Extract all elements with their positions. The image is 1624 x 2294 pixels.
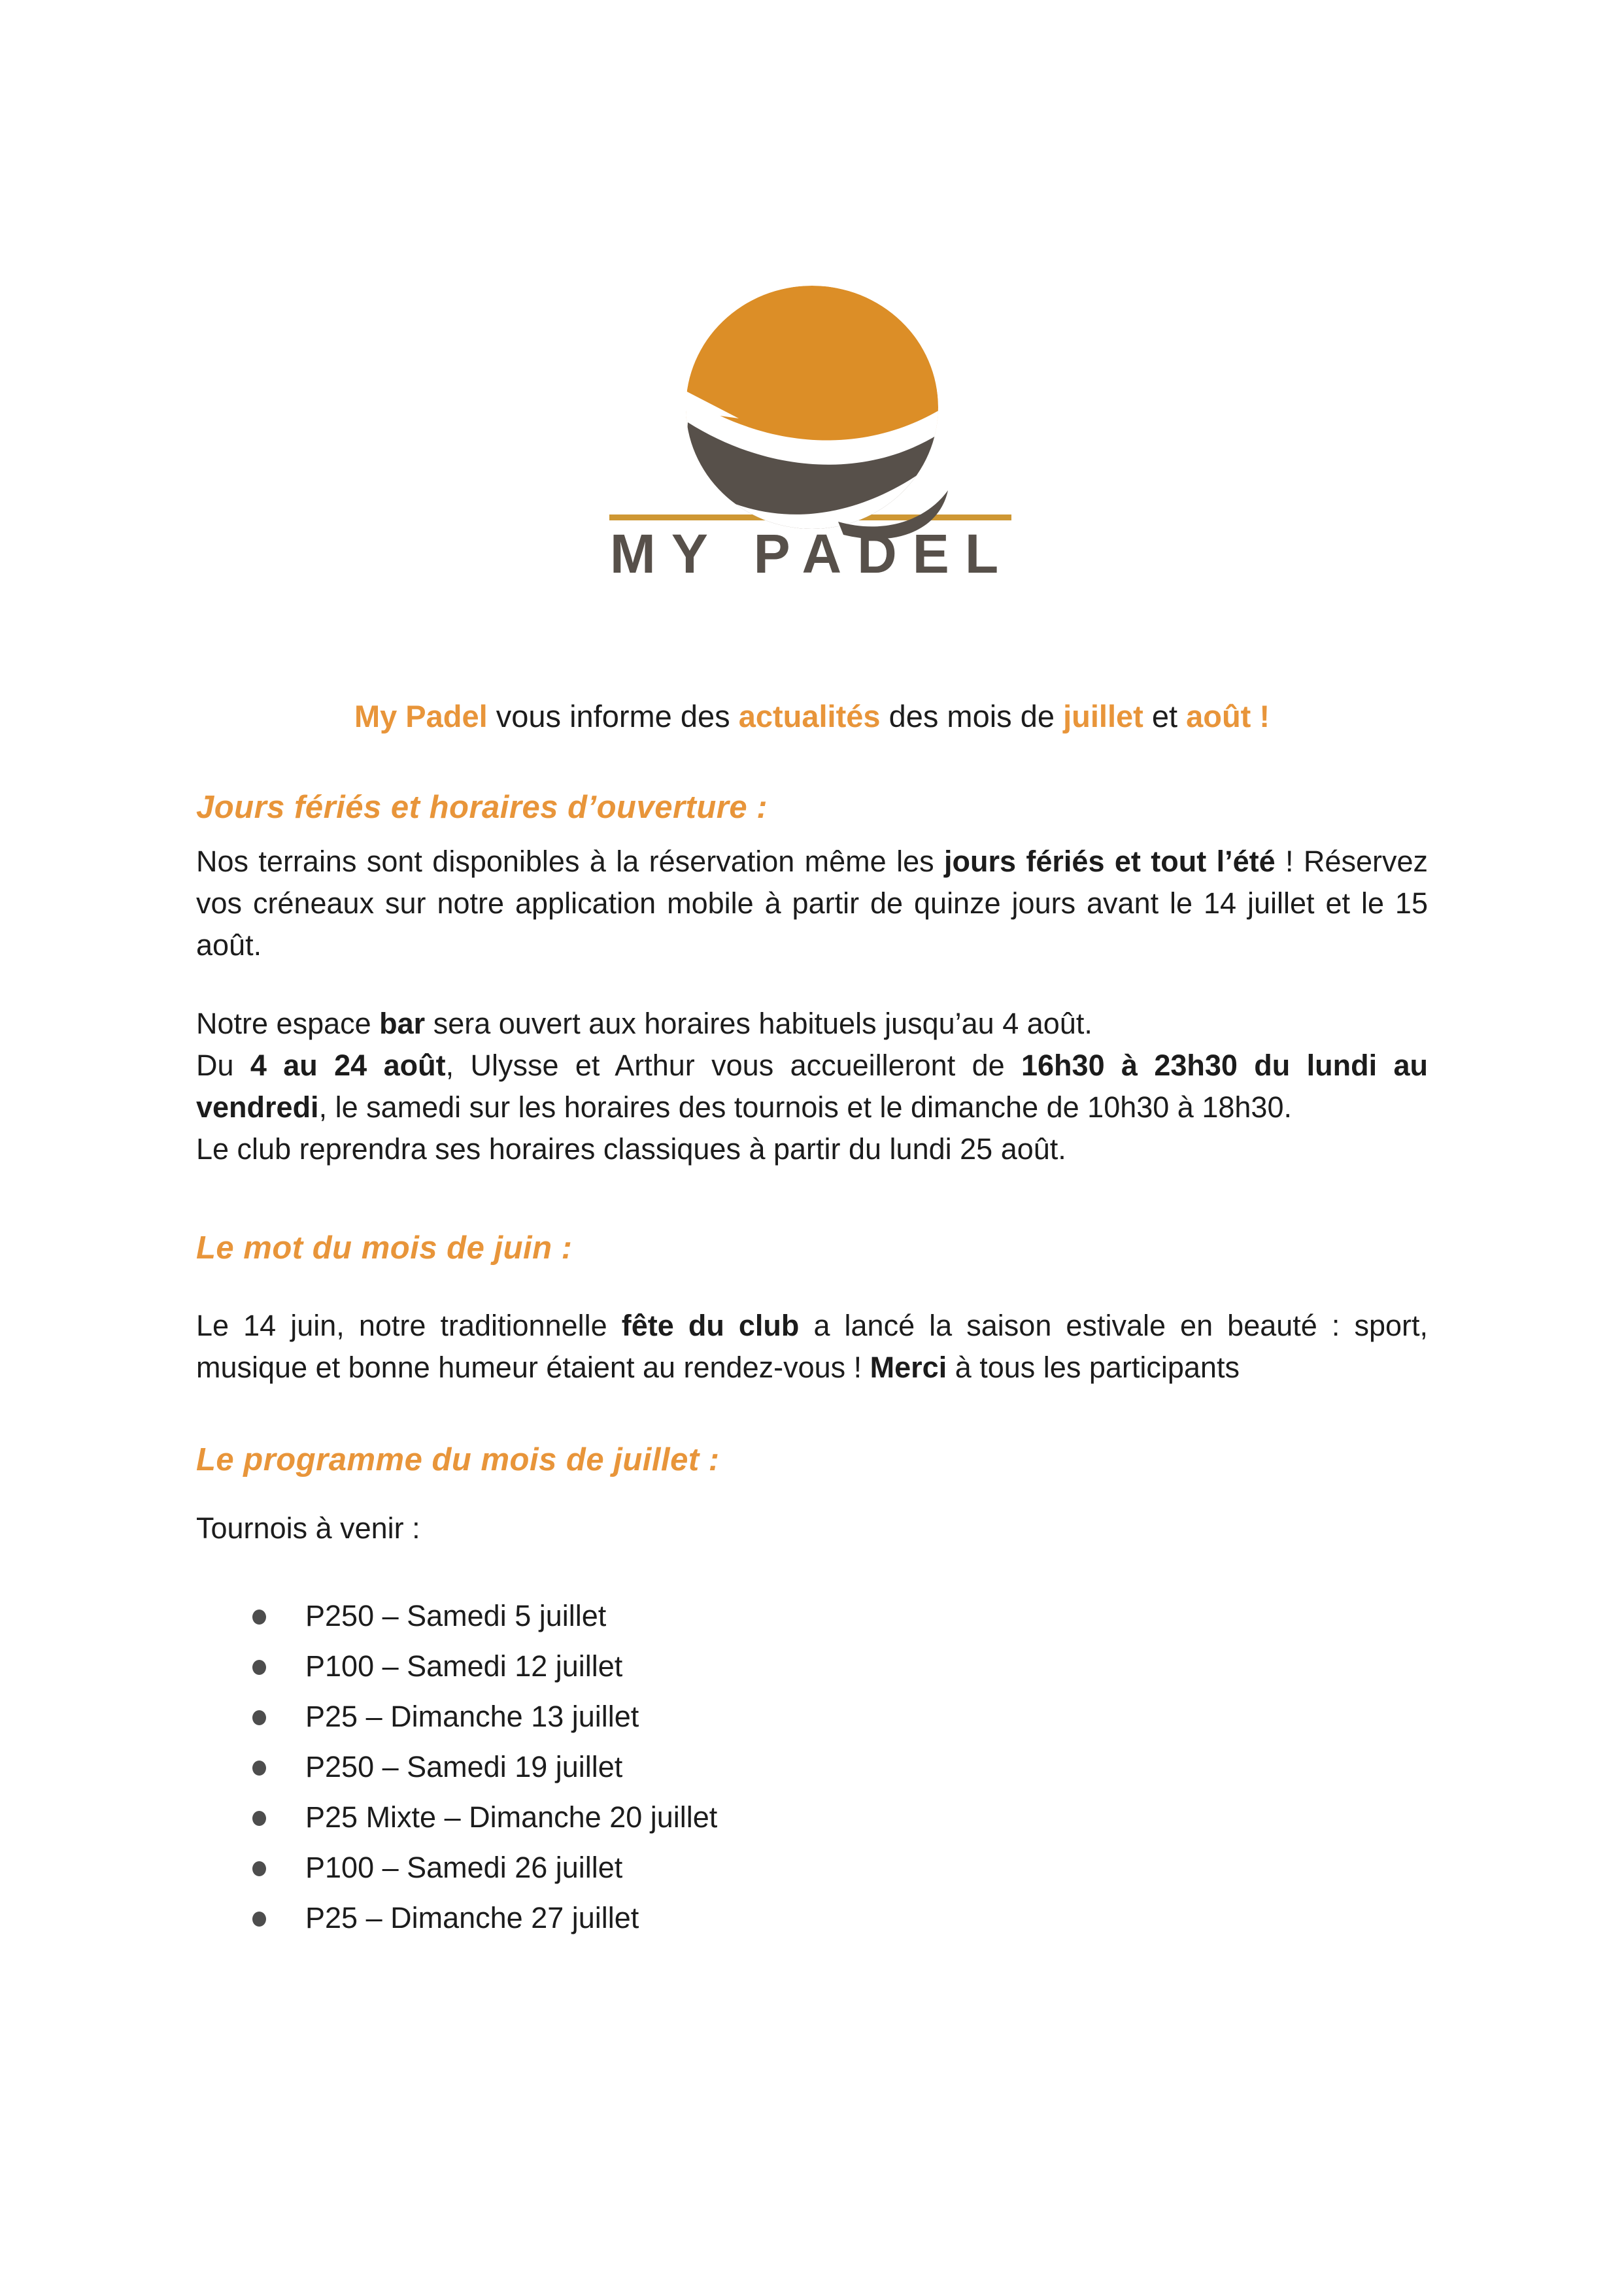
bullet-icon xyxy=(252,1660,266,1675)
intro-line: My Padel vous informe des actualités des mois de juillet et août ! xyxy=(354,699,1270,734)
bullet-icon xyxy=(252,1710,266,1725)
list-item xyxy=(252,1645,1428,1687)
list-item xyxy=(252,1897,1428,1939)
tournament-text: P25 – Dimanche 27 juillet xyxy=(305,1901,639,1934)
list-item xyxy=(252,1746,1428,1788)
list-item xyxy=(252,1796,1428,1838)
logo xyxy=(0,0,1624,600)
list-item xyxy=(252,1847,1428,1889)
tournament-text: P250 – Samedi 19 juillet xyxy=(305,1750,623,1783)
paragraph-bar-hours: Notre espace bar sera ouvert aux horaires habituels jusqu’au 4 août. Du 4 au 24 août, Ulysse et Arthur vous accueilleront de 16h30 à 23h30 du lundi au vendredi, le samedi sur les horaires des tournois et le dimanche de 10h30 à 18h30. Le club reprendra ses horaires classiques à partir du lundi 25 août. xyxy=(196,1007,1428,1166)
section-heading-holidays: Jours fériés et horaires d’ouverture : xyxy=(196,790,768,825)
newsletter-body xyxy=(0,698,1624,1939)
bullet-icon xyxy=(252,1811,266,1826)
paragraph-courts: Nos terrains sont disponibles à la réservation même les jours fériés et tout l’été ! Réservez vos créneaux sur notre application mobile à partir de quinze jours avant le 14 juillet et le 15 août. xyxy=(196,845,1428,962)
tournament-text: P25 Mixte – Dimanche 20 juillet xyxy=(305,1800,718,1834)
list-item xyxy=(252,1595,1428,1637)
tournament-text: P25 – Dimanche 13 juillet xyxy=(305,1700,639,1733)
my-padel-logo-icon xyxy=(583,260,1041,600)
bullet-icon xyxy=(252,1912,266,1927)
tournament-text: P100 – Samedi 12 juillet xyxy=(305,1649,623,1683)
section-heading-july: Le programme du mois de juillet : xyxy=(196,1442,720,1477)
list-item xyxy=(252,1696,1428,1738)
bullet-icon xyxy=(252,1761,266,1776)
section-heading-june: Le mot du mois de juin : xyxy=(196,1230,573,1266)
tournament-list xyxy=(196,1595,1428,1939)
logo-wordmark: MY PADEL xyxy=(609,523,1015,584)
tournaments-label: Tournois à venir : xyxy=(196,1511,420,1545)
tournament-text: P250 – Samedi 5 juillet xyxy=(305,1599,607,1632)
paragraph-june: Le 14 juin, notre traditionnelle fête du club a lancé la saison estivale en beauté : sport, musique et bonne humeur étaient au rendez-vous ! Merci à tous les participants xyxy=(196,1309,1428,1384)
bullet-icon xyxy=(252,1861,266,1876)
tournament-text: P100 – Samedi 26 juillet xyxy=(305,1851,623,1884)
bullet-icon xyxy=(252,1610,266,1625)
